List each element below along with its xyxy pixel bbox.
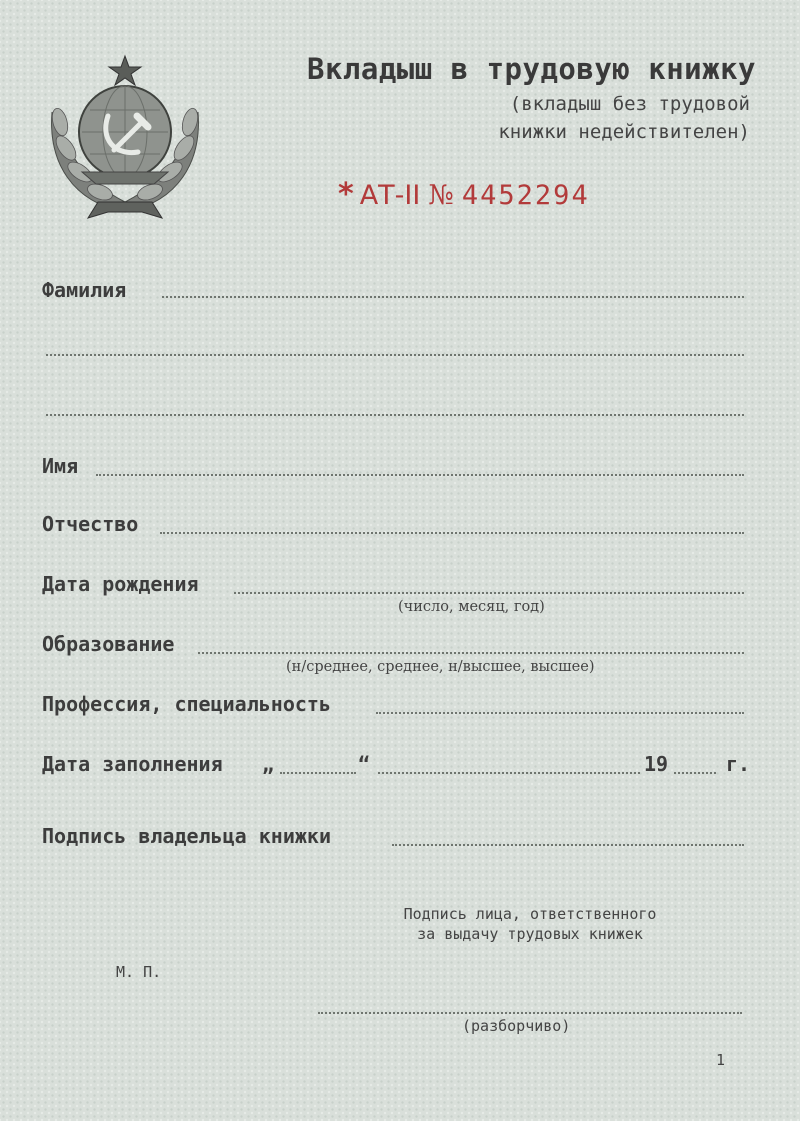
patronymic-field[interactable] [160,532,744,534]
fill-date-day-field[interactable] [280,772,356,774]
responsible-signature-field[interactable] [318,1012,742,1014]
subtitle-line-2: книжки недействителен) [498,121,750,143]
document-title: Вкладыш в трудовую книжку [307,52,756,86]
fill-date-close-quote: “ [358,752,371,776]
fill-date-year-prefix: 19 [644,752,669,776]
education-label: Образование [42,632,175,656]
owner-signature-label: Подпись владельца книжки [42,824,331,848]
education-hint: (н/среднее, среднее, н/высшее, высшее) [286,659,595,675]
fill-date-year-suffix: г. [726,752,751,776]
responsible-person-caption [392,904,668,944]
surname-field[interactable] [162,296,744,298]
surname-field-line-2[interactable] [46,354,744,356]
serial-number [338,175,590,216]
responsible-line-2: за выдачу трудовых книжек [417,925,643,943]
patronymic-label: Отчество [42,512,139,536]
education-field[interactable] [198,652,744,654]
responsible-line-1: Подпись лица, ответственного [403,905,657,923]
serial-series: АТ-II [359,180,421,211]
birth-date-hint: (число, месяц, год) [398,599,545,615]
serial-star: * [338,177,354,212]
profession-field[interactable] [376,712,744,714]
subtitle-line-1: (вкладыш без трудовой [509,93,750,115]
name-field[interactable] [96,474,744,476]
legibly-hint: (разборчиво) [462,1017,571,1035]
stamp-place-label: М. П. [116,963,162,981]
fill-date-open-quote: „ [262,752,275,776]
name-label: Имя [42,454,79,478]
birth-date-label: Дата рождения [42,572,199,596]
fill-date-label: Дата заполнения [42,752,223,776]
ussr-coat-of-arms-icon [42,52,208,226]
document-subtitle [420,90,750,146]
serial-number-sign: № [428,180,454,211]
surname-field-line-3[interactable] [46,414,744,416]
page-number: 1 [716,1051,726,1069]
fill-date-month-field[interactable] [378,772,640,774]
profession-label: Профессия, специальность [42,692,331,716]
fill-date-year-field[interactable] [674,772,716,774]
birth-date-field[interactable] [234,592,744,594]
serial-digits: 4452294 [461,180,590,211]
surname-label: Фамилия [42,278,127,302]
owner-signature-field[interactable] [392,844,744,846]
